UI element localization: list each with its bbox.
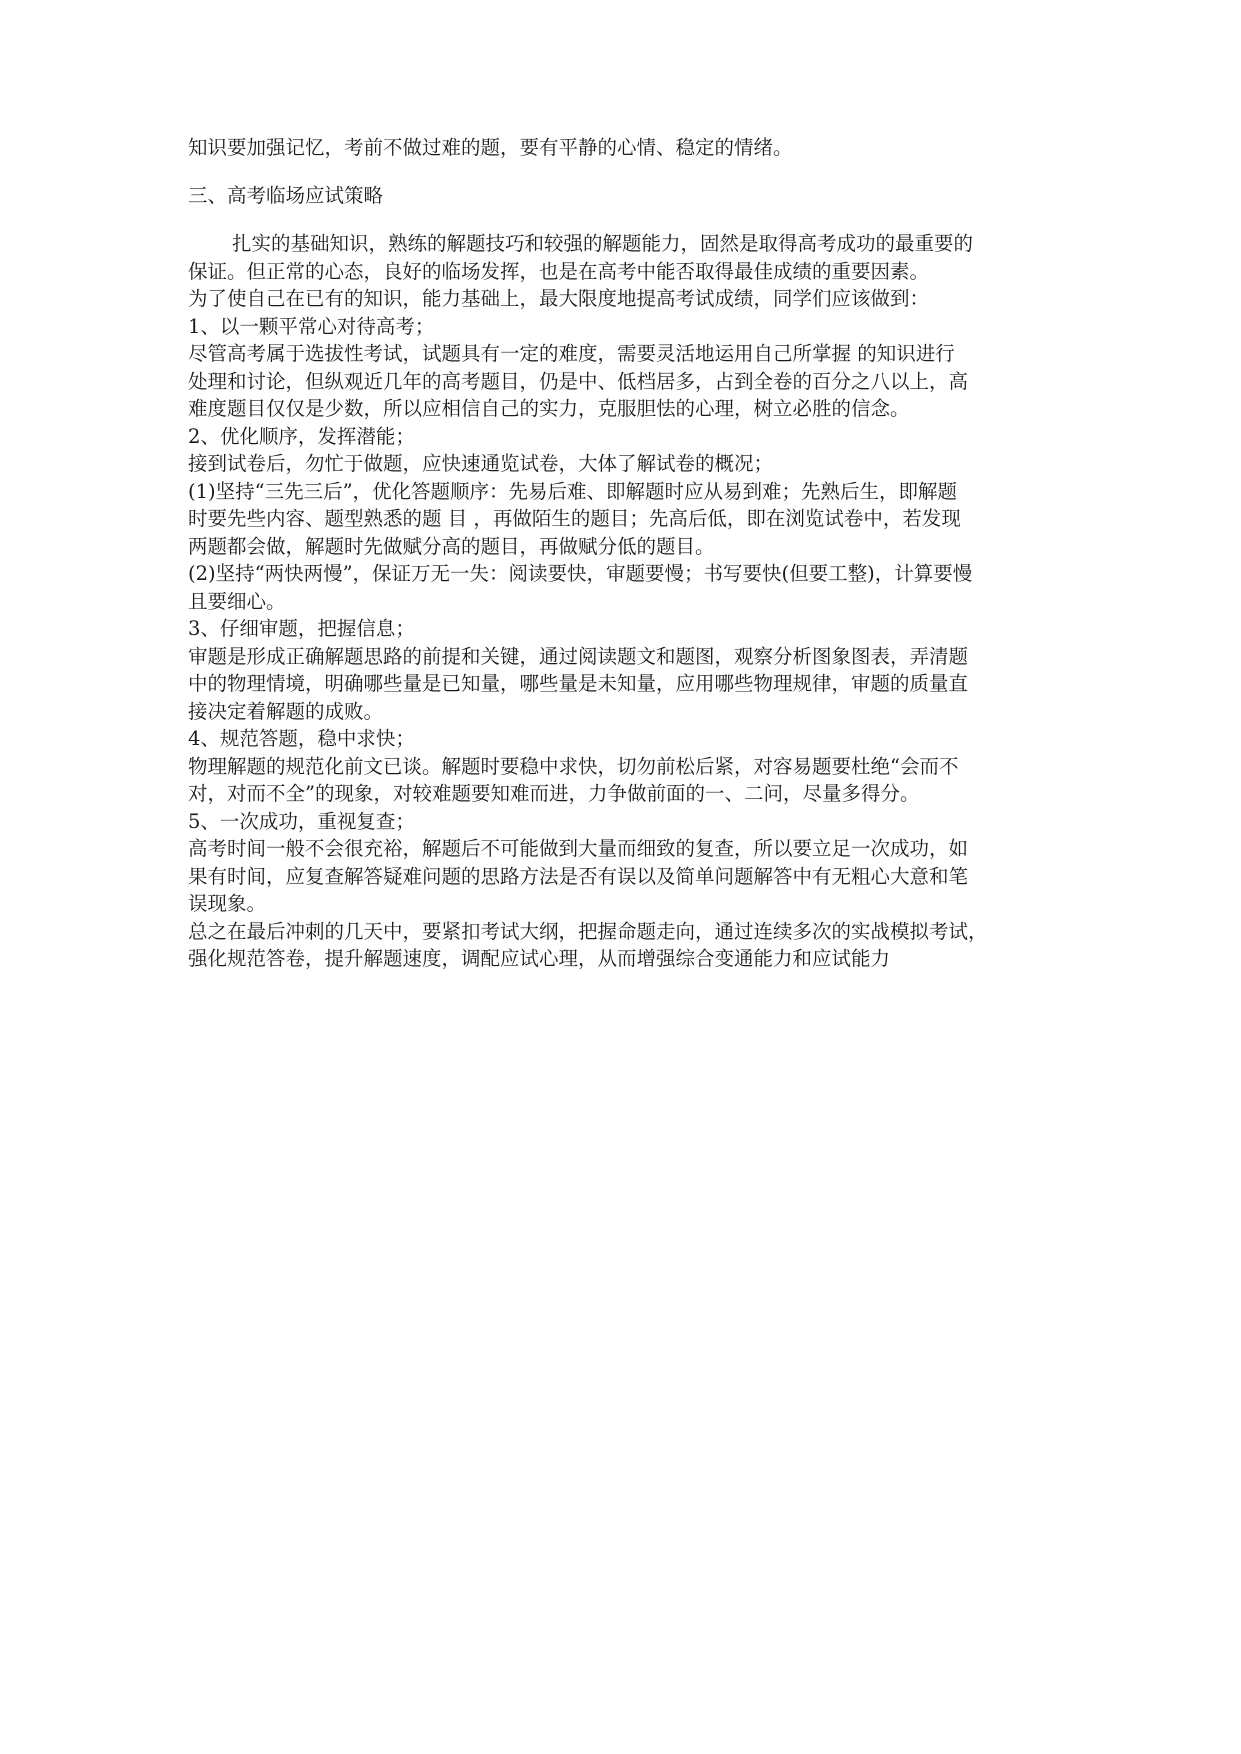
list-heading-4: 4、规范答题，稳中求快；: [188, 727, 415, 750]
body-paragraphs: [188, 230, 1068, 973]
list-heading-1: 1、以一颗平常心对待高考；: [188, 314, 435, 338]
paragraph-line: (2)坚持“两快两慢”，保证万无一失：阅读要快，审题要慢；书写要快(但要工整)，计算要慢: [188, 562, 973, 585]
paragraph-line: 强化规范答卷，提升解题速度，调配应试心理，从而增强综合变通能力和应试能力: [188, 947, 891, 970]
paragraph-line: 接到试卷后，勿忙于做题，应快速通览试卷，大体了解试卷的概况；: [188, 452, 774, 475]
paragraph-line: 保证。但正常的心态，良好的临场发挥，也是在高考中能否取得最佳成绩的重要因素。: [188, 259, 930, 283]
paragraph-line: 且要细心。: [188, 589, 286, 613]
paragraph-line: 审题是形成正确解题思路的前提和关键，通过阅读题文和题图，观察分析图象图表，弄清题: [188, 644, 969, 668]
list-heading-3: 3、仔细审题，把握信息；: [188, 617, 415, 640]
paragraph-line: 为了使自己在已有的知识，能力基础上，最大限度地提高考试成绩，同学们应该做到：: [188, 287, 930, 310]
paragraph-line: 中的物理情境，明确哪些量是已知量，哪些量是未知量，应用哪些物理规律，审题的质量直: [188, 672, 969, 695]
paragraph-line: 总之在最后冲刺的几天中，要紧扣考试大纲，把握命题走向，通过连续多次的实战模拟考试，: [188, 919, 988, 943]
list-heading-2: 2、优化顺序，发挥潜能；: [188, 424, 415, 448]
section-heading-block: [188, 182, 1068, 210]
paragraph-line: (1)坚持“三先三后”，优化答题顺序：先易后难、即解题时应从易到难；先熟后生，即解题: [188, 479, 958, 503]
paragraph-line: 误现象。: [188, 892, 267, 915]
intro-text: [188, 134, 1068, 162]
section-heading: 三、高考临场应试策略: [188, 184, 384, 207]
paragraph-line: 果有时间，应复查解答疑难问题的思路方法是否有误以及简单问题解答中有无粗心大意和笔: [188, 864, 969, 888]
paragraph-line: 难度题目仅仅是少数，所以应相信自己的实力，克服胆怯的心理，树立必胜的信念。: [188, 397, 910, 420]
list-heading-5: 5、一次成功，重视复查；: [188, 809, 415, 833]
paragraph-line: 物理解题的规范化前文已谈。解题时要稳中求快，切勿前松后紧，对容易题要杜绝“会而不: [188, 754, 959, 778]
paragraph-line: 高考时间一般不会很充裕，解题后不可能做到大量而细致的复查，所以要立足一次成功，如: [188, 837, 969, 860]
paragraph-line: 尽管高考属于选拔性考试，试题具有一定的难度，需要灵活地运用自己所掌握 的知识进行: [188, 342, 955, 365]
paragraph-line: 扎实的基础知识，熟练的解题技巧和较强的解题能力，固然是取得高考成功的最重要的: [232, 232, 974, 255]
intro-line: 知识要加强记忆，考前不做过难的题，要有平静的心情、稳定的情绪。: [188, 136, 793, 159]
paragraph-line: 对，对而不全”的现象，对较难题要知难而进，力争做前面的一、二问，尽量多得分。: [188, 782, 920, 805]
paragraph-line: 两题都会做，解题时先做赋分高的题目，再做赋分低的题目。: [188, 534, 715, 558]
paragraph-line: 接决定着解题的成败。: [188, 699, 384, 723]
paragraph-line: 处理和讨论，但纵观近几年的高考题目，仍是中、低档居多，占到全卷的百分之八以上，高: [188, 369, 969, 393]
paragraph-line: 时要先些内容、题型熟悉的题 目 ，再做陌生的题目；先高后低，即在浏览试卷中，若发现: [188, 507, 961, 530]
